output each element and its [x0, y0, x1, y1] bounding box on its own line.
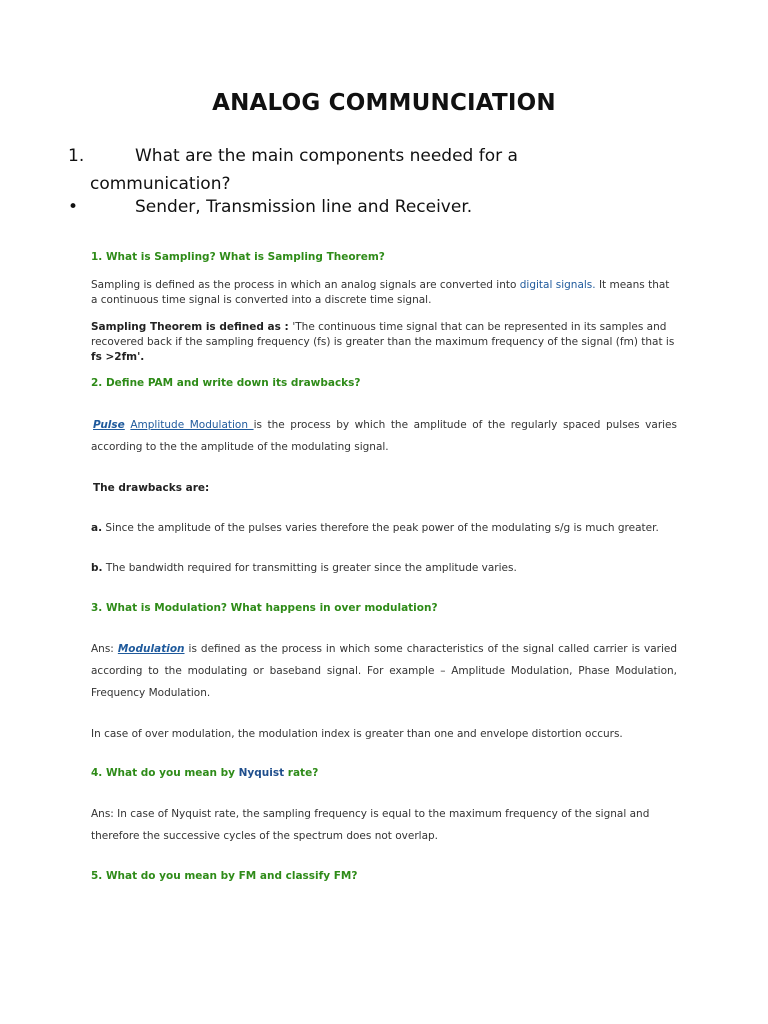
drawback-b-text: The bandwidth required for transmitting is greater since the amplitude varies.: [102, 562, 517, 574]
drawback-a: [91, 521, 677, 536]
paragraph-text: is defined as the process in which some characteristics of the signal called carrier is varied according to the modulating or baseband signal. For example – Amplitude Modulation, Phase Modulation, Frequency Modulation.: [91, 643, 677, 699]
theorem-formula: fs >2fm'.: [91, 351, 145, 363]
answer-text: Sender, Transmission line and Receiver.: [135, 197, 473, 217]
drawback-a-label: a.: [91, 522, 103, 534]
amplitude-modulation-link[interactable]: Amplitude Modulation: [130, 419, 254, 431]
section-2-heading: 2. Define PAM and write down its drawbacks?: [91, 377, 361, 389]
drawback-b-label: b.: [91, 562, 103, 574]
section-3-paragraph-2: In case of over modulation, the modulation index is greater than one and envelope distortion occurs.: [91, 728, 623, 740]
drawbacks-label: [93, 481, 679, 496]
digital-signals-link[interactable]: digital signals.: [519, 279, 596, 291]
question-number: 1.: [68, 146, 85, 166]
section-3-heading: 3. What is Modulation? What happens in over modulation?: [91, 602, 438, 614]
modulation-link[interactable]: Modulation: [117, 643, 185, 655]
paragraph-text: Sampling is defined as the process in which an analog signals are converted into: [91, 279, 520, 291]
question-line-2: communication?: [90, 174, 231, 194]
section-1-heading: 1. What is Sampling? What is Sampling Theorem?: [91, 251, 385, 263]
section-5-heading: 5. What do you mean by FM and classify FM?: [91, 870, 358, 882]
drawback-a-text: Since the amplitude of the pulses varies therefore the peak power of the modulating s/g is much greater.: [102, 522, 659, 534]
heading-text: rate?: [284, 767, 319, 779]
section-3-paragraph-1: [91, 638, 677, 704]
nyquist-link[interactable]: Nyquist: [238, 767, 285, 779]
paragraph-text: is the process by which the amplitude of the regularly spaced pulses varies according to the the amplitude of the modulating signal.: [91, 419, 677, 453]
page-title: ANALOG COMMUNCIATION: [212, 90, 556, 116]
paragraph-text: 'The continuous time signal that can be represented in its samples and recovered back if the sampling frequency (fs) is greater than the maximum frequency of the signal (fm) that is: [91, 321, 675, 348]
theorem-label: Sampling Theorem is defined as :: [91, 321, 293, 333]
section-1-paragraph-2: [91, 320, 677, 365]
section-1-paragraph-1: [91, 278, 677, 308]
section-4-paragraph-1: Ans: In case of Nyquist rate, the sampling frequency is equal to the maximum frequency of the signal and therefore the successive cycles of the spectrum does not overlap.: [91, 808, 650, 842]
heading-text: 4. What do you mean by: [91, 767, 239, 779]
drawbacks-heading: The drawbacks are:: [93, 482, 210, 494]
question-line-1: What are the main components needed for a: [135, 146, 518, 166]
section-2-paragraph-1: [91, 414, 677, 458]
paragraph-text: It means that a continuous time signal is converted into a discrete time signal.: [91, 279, 670, 306]
section-4-heading: [91, 767, 318, 779]
bullet-icon: •: [68, 197, 79, 217]
paragraph-text: Ans:: [91, 643, 118, 655]
drawback-b: [91, 561, 677, 576]
pulse-link[interactable]: Pulse: [93, 419, 125, 431]
